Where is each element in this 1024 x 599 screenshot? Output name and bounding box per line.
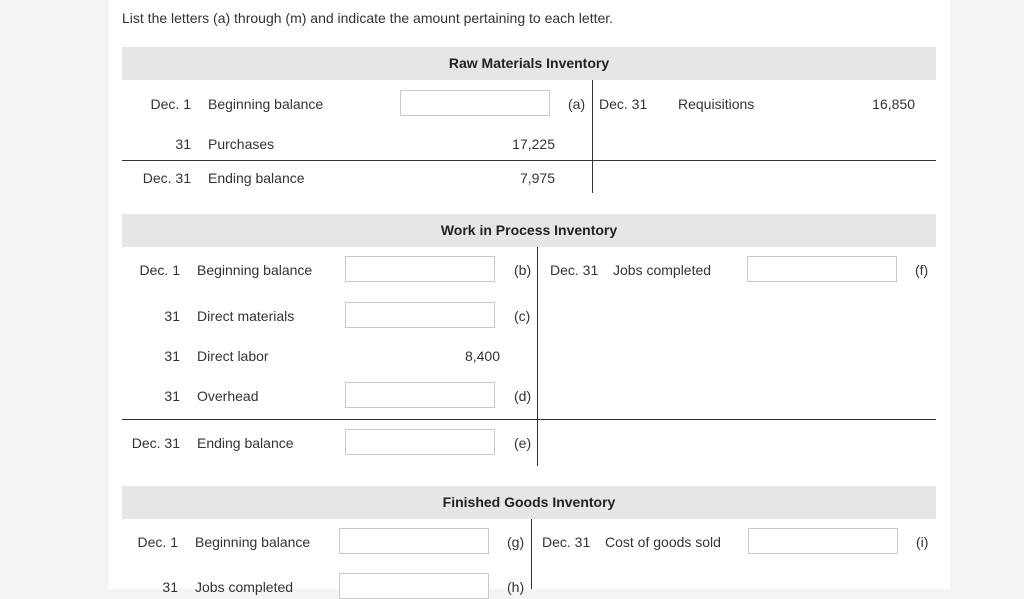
rm-beginning-label: Beginning balance bbox=[208, 96, 324, 112]
wip-letter-e: (e) bbox=[514, 435, 532, 451]
rm-total-rule bbox=[122, 160, 936, 161]
fg-beginning-label: Beginning balance bbox=[195, 534, 311, 550]
rm-purchases-date: 31 bbox=[175, 136, 191, 152]
fg-jobs-completed-input[interactable] bbox=[339, 573, 489, 599]
wip-ending-balance-input[interactable] bbox=[345, 429, 495, 455]
fg-cogs-date: Dec. 31 bbox=[542, 534, 591, 550]
wip-letter-f: (f) bbox=[915, 262, 929, 278]
wip-title: Work in Process Inventory bbox=[440, 222, 618, 238]
wip-beginning-balance-input[interactable] bbox=[345, 256, 495, 282]
fg-letter-i: (i) bbox=[916, 534, 929, 550]
wip-letter-b: (b) bbox=[514, 262, 532, 278]
rm-ending-amount: 7,975 bbox=[519, 170, 555, 186]
wip-t-account-divider bbox=[537, 247, 538, 466]
rm-ending-date: Dec. 31 bbox=[142, 170, 191, 186]
wip-letter-c: (c) bbox=[514, 308, 531, 324]
wip-letter-d: (d) bbox=[514, 388, 532, 404]
fg-letter-h: (h) bbox=[507, 579, 525, 595]
wip-direct-labor-date: 31 bbox=[164, 348, 180, 364]
wip-jobs-completed-label: Jobs completed bbox=[613, 262, 712, 278]
wip-direct-materials-label: Direct materials bbox=[197, 308, 295, 324]
rm-purchases-amount: 17,225 bbox=[512, 136, 555, 152]
rm-beginning-balance-input[interactable] bbox=[400, 90, 550, 116]
rm-t-account-divider bbox=[592, 80, 593, 193]
rm-beginning-date: Dec. 1 bbox=[150, 96, 191, 112]
fg-jobs-completed-date: 31 bbox=[162, 579, 178, 595]
wip-ending-label: Ending balance bbox=[197, 435, 294, 451]
fg-cogs-input[interactable] bbox=[748, 528, 898, 554]
wip-overhead-label: Overhead bbox=[197, 388, 259, 404]
rm-letter-a: (a) bbox=[568, 96, 586, 112]
fg-jobs-completed-label: Jobs completed bbox=[195, 579, 294, 595]
wip-beginning-date: Dec. 1 bbox=[139, 262, 180, 278]
raw-materials-title: Raw Materials Inventory bbox=[448, 55, 610, 71]
wip-direct-materials-input[interactable] bbox=[345, 302, 495, 328]
instructions-text: List the letters (a) through (m) and indicate the amount pertaining to each letter. bbox=[122, 10, 614, 26]
wip-beginning-label: Beginning balance bbox=[197, 262, 313, 278]
fg-title: Finished Goods Inventory bbox=[442, 494, 616, 510]
fg-beginning-balance-input[interactable] bbox=[339, 528, 489, 554]
wip-header bbox=[122, 214, 936, 247]
rm-requisitions-label: Requisitions bbox=[678, 96, 755, 112]
fg-beginning-date: Dec. 1 bbox=[137, 534, 178, 550]
wip-overhead-input[interactable] bbox=[345, 382, 495, 408]
fg-header bbox=[122, 486, 936, 519]
wip-direct-materials-date: 31 bbox=[164, 308, 180, 324]
wip-overhead-date: 31 bbox=[164, 388, 180, 404]
rm-ending-label: Ending balance bbox=[208, 170, 305, 186]
fg-letter-g: (g) bbox=[507, 534, 525, 550]
rm-requisitions-amount: 16,850 bbox=[872, 96, 915, 112]
wip-jobs-completed-date: Dec. 31 bbox=[550, 262, 599, 278]
rm-requisitions-date: Dec. 31 bbox=[599, 96, 648, 112]
wip-jobs-completed-input[interactable] bbox=[747, 256, 897, 282]
raw-materials-header bbox=[122, 47, 936, 80]
wip-direct-labor-label: Direct labor bbox=[197, 348, 269, 364]
wip-direct-labor-amount: 8,400 bbox=[464, 348, 500, 364]
wip-ending-date: Dec. 31 bbox=[131, 435, 180, 451]
fg-cogs-label: Cost of goods sold bbox=[605, 534, 721, 550]
rm-purchases-label: Purchases bbox=[208, 136, 275, 152]
fg-t-account-divider bbox=[531, 519, 532, 589]
wip-total-rule bbox=[122, 419, 936, 420]
